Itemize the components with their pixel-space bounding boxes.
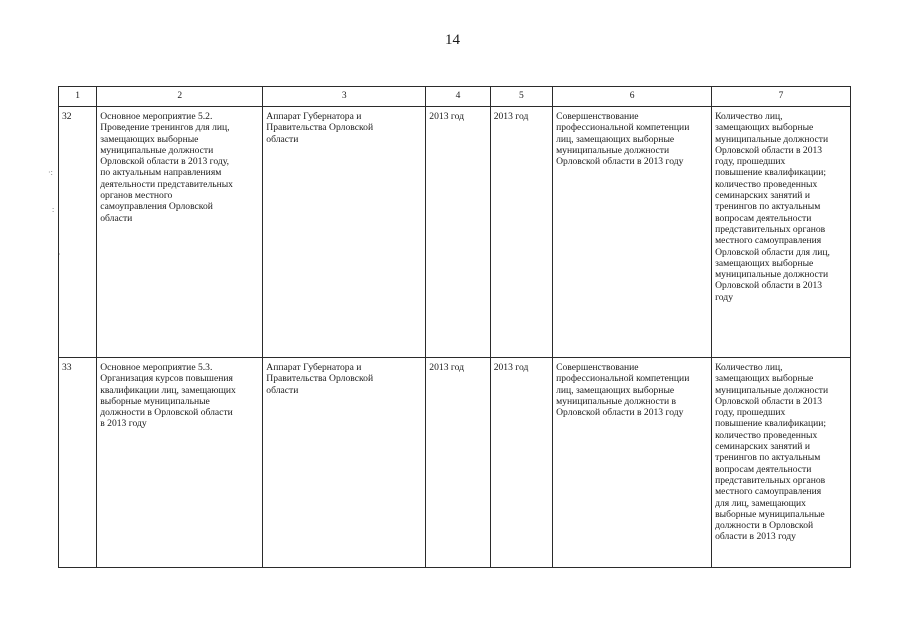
column-number-row: [59, 87, 851, 107]
start-year-cell: 2013 год: [429, 362, 464, 373]
column-number: 6: [553, 87, 712, 107]
table-row: [59, 107, 851, 358]
activities-table: [58, 86, 851, 568]
row-number: 33: [62, 362, 72, 373]
column-number: 7: [712, 87, 851, 107]
scan-artifact: ·:: [48, 168, 53, 177]
end-year-cell: 2013 год: [493, 111, 529, 122]
column-number: 4: [426, 87, 490, 107]
row-number: 32: [62, 111, 72, 122]
column-number: 3: [263, 87, 426, 107]
scan-artifact: :: [52, 205, 55, 214]
indicators-cell: Количество лиц, замещающих выборные муниципальные должности Орловской области в 2013 году, прошедших повышение квалификации; количество проведенных семинарских занятий и тренингов по актуальным вопросам деятельности представительных органов местного самоуправления для лиц, замещающих выборные муниципальные должности в Орловской области в 2013 году: [715, 362, 829, 543]
executor-cell: Аппарат Губернатора и Правительства Орловской области: [266, 362, 374, 396]
column-number: 2: [97, 87, 263, 107]
executor-cell: Аппарат Губернатора и Правительства Орловской области: [266, 111, 374, 145]
end-year-cell: 2013 год: [493, 362, 529, 373]
indicators-cell: Количество лиц, замещающих выборные муниципальные должности Орловской области в 2013 году, прошедших повышение квалификации; количество проведенных семинарских занятий и тренингов по актуальным вопросам деятельности представительных органов местного самоуправления Орловской области для лиц, замещающих выборные муниципальные должности Орловской области в 2013 году: [715, 111, 830, 303]
start-year-cell: 2013 год: [429, 111, 464, 122]
activity-cell: Основное мероприятие 5.2. Проведение тренингов для лиц, замещающих выборные муниципальные должности Орловской области в 2013 году, по актуальным направлениям деятельности представительных органов местного самоуправления Орловской области: [100, 111, 233, 224]
table-row: [59, 358, 851, 568]
page-number: 14: [445, 32, 460, 48]
column-number: 1: [59, 87, 97, 107]
result-cell: Совершенствование профессиональной компетенции лиц, замещающих выборные муниципальные должности Орловской области в 2013 году: [556, 111, 690, 168]
scan-artifact: ·: [58, 250, 61, 259]
activity-cell: Основное мероприятие 5.3. Организация курсов повышения квалификации лиц, замещающих выборные муниципальные должности в Орловской области в 2013 году: [100, 362, 236, 430]
column-number: 5: [490, 87, 552, 107]
result-cell: Совершенствование профессиональной компетенции лиц, замещающих выборные муниципальные должности в Орловской области в 2013 году: [556, 362, 690, 419]
